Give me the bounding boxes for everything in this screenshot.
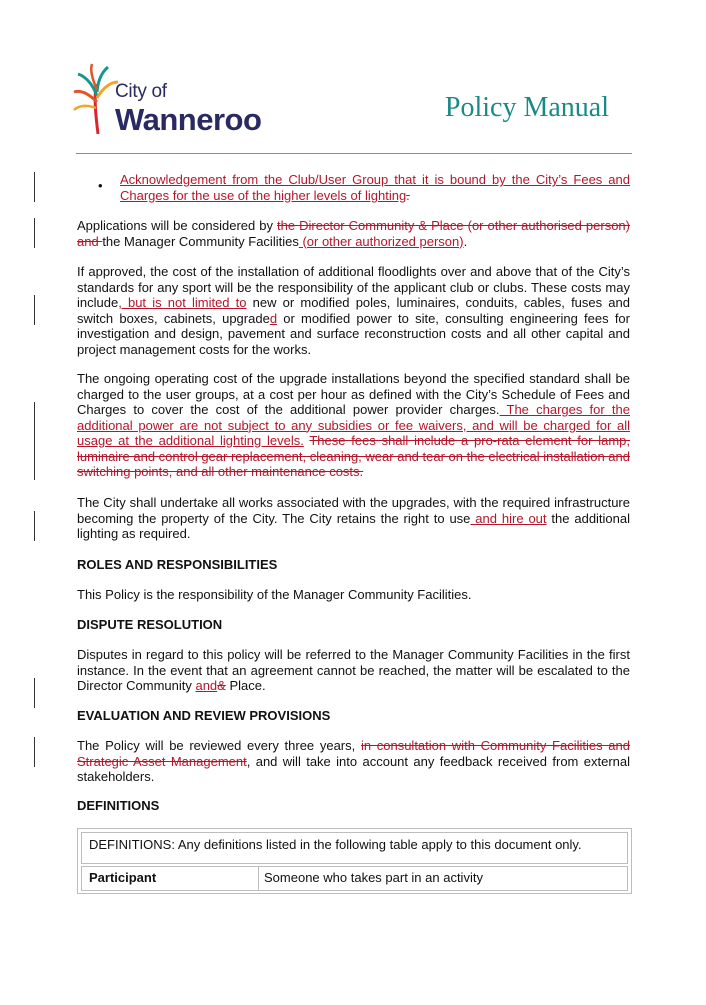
definition-text: Someone who takes part in an activity bbox=[264, 870, 483, 885]
change-bar bbox=[34, 402, 35, 480]
change-bar bbox=[34, 295, 35, 325]
change-bar bbox=[34, 737, 35, 767]
inserted-text: , but is not limited to bbox=[118, 295, 247, 310]
inserted-text: and bbox=[195, 678, 218, 693]
inserted-text: (or other authorized person) bbox=[298, 233, 464, 249]
operating-cost-paragraph: The ongoing operating cost of the upgrade installations beyond the specified standard shall be charged to the user groups, at a cost per hour as defined with the City’s Schedule of Fees and Charges to cover the cost of the additional power provider charges. The charges for the additional power are not subject to any subsidies or fee waivers, and will be charged for all usage at the additional lighting levels. These fees shall include a pro-rata element for lamp, luminaire and control gear replacement, cleaning, wear and tear on the electrical installation and switching points, and all other maintenance costs. bbox=[77, 371, 631, 479]
evaluation-heading: EVALUATION AND REVIEW PROVISIONS bbox=[77, 708, 331, 723]
inserted-text: and hire out bbox=[470, 510, 547, 526]
dispute-paragraph: Disputes in regard to this policy will be referred to the Manager Community Facilities in the first instance. In the event that an agreement cannot be reached, the matter will be escalated to the Director Community and& Place. bbox=[77, 647, 630, 693]
table-caption: DEFINITIONS: Any definitions listed in the following table apply to this document only. bbox=[89, 837, 582, 852]
table-caption-row bbox=[81, 832, 628, 864]
inserted-text: Acknowledgement from the Club/User Group that it is bound by the City’s Fees and Charges for the use of the higher levels of lighting bbox=[120, 172, 630, 203]
logo-wanneroo: Wanneroo bbox=[115, 102, 262, 137]
deleted-text: . bbox=[406, 187, 410, 203]
change-bar bbox=[34, 511, 35, 541]
cell-divider bbox=[258, 867, 259, 890]
roles-heading: ROLES AND RESPONSIBILITIES bbox=[77, 557, 278, 572]
definitions-heading: DEFINITIONS bbox=[77, 798, 160, 813]
applications-paragraph: Applications will be considered by the Director Community & Place (or other authorised person) and the Manager Community Facilities (or other authorized person). bbox=[77, 218, 630, 249]
definition-term: Participant bbox=[89, 870, 157, 885]
logo-city-of: City of bbox=[115, 81, 167, 102]
city-of-wanneroo-logo bbox=[72, 62, 292, 142]
roles-paragraph: This Policy is the responsibility of the Manager Community Facilities. bbox=[77, 587, 472, 602]
deleted-text: These fees shall include a pro-rata element for lamp, luminaire and control gear replacement, cleaning, wear and tear on the electrical installation and switching points, and all other maintenance costs. bbox=[77, 433, 630, 479]
bullet-item bbox=[120, 172, 630, 203]
definitions-table bbox=[77, 828, 632, 894]
page-title: Policy Manual bbox=[444, 92, 609, 123]
change-bar bbox=[34, 218, 35, 248]
deleted-text: the Director Community & Place (or other authorised person) and bbox=[77, 218, 630, 249]
deleted-text: & bbox=[217, 678, 226, 693]
change-bar bbox=[34, 172, 35, 202]
approval-cost-paragraph: If approved, the cost of the installation of additional floodlights over and above that of the City’s standards for any sport will be the responsibility of the applicant club or clubs. These costs may include, but is not limited to new or modified poles, luminaires, conduits, cables, fuses and switch boxes, cabinets, upgraded or modified power to site, consulting engineering fees for investigation and design, pavement and surface reconstruction costs and all other capital and project management costs for the works. bbox=[77, 264, 630, 357]
table-row bbox=[81, 866, 628, 891]
evaluation-paragraph: The Policy will be reviewed every three years, in consultation with Community Facilities and Strategic Asset Management, and will take into account any feedback received from external stakeholders. bbox=[77, 738, 630, 784]
dispute-heading: DISPUTE RESOLUTION bbox=[77, 617, 223, 632]
inserted-text: d bbox=[269, 310, 278, 326]
works-paragraph: The City shall undertake all works associated with the upgrades, with the required infrastructure becoming the property of the City. The City retains the right to use and hire out the additional lighting as required. bbox=[77, 495, 631, 541]
inserted-text: The charges for the additional power are not subject to any subsidies or fee waivers, and will be charged for all usage at the additional lighting levels. bbox=[77, 402, 631, 448]
deleted-text: in consultation with Community Facilities and Strategic Asset Management bbox=[77, 738, 630, 769]
bullet-marker: • bbox=[98, 178, 103, 193]
change-bar bbox=[34, 678, 35, 708]
header-divider bbox=[76, 153, 632, 154]
